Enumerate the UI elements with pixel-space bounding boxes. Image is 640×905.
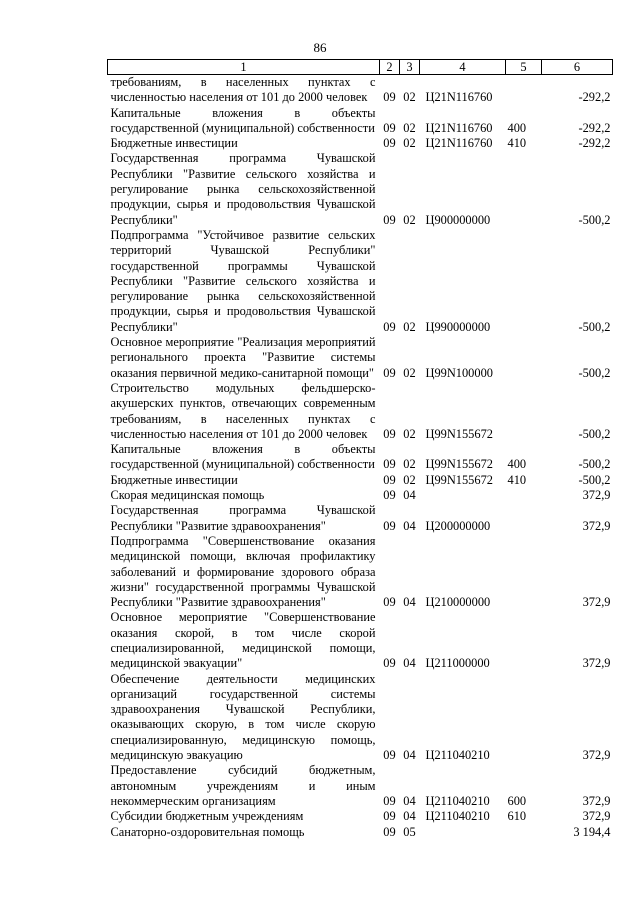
row-description: Скорая медицинская помощь [110,488,265,503]
row-expense-type: 410 [507,136,527,151]
row-amount: 372,9 [582,488,611,503]
row-subsection: 02 [403,136,416,151]
table-row [108,825,613,840]
row-section: 09 [383,319,396,334]
row-subsection: 04 [403,595,416,610]
row-subsection: 04 [403,748,416,763]
row-section: 09 [383,809,396,824]
row-expense-type [506,381,542,442]
row-amount: -292,2 [578,90,611,105]
row-expense-type [506,488,542,503]
row-description: Бюджетные инвестиции [110,136,238,151]
row-section: 09 [383,824,396,839]
row-subsection: 04 [403,656,416,671]
row-expense-type: 400 [507,457,527,472]
table-row [108,335,613,381]
row-subsection: 04 [403,809,416,824]
row-description: Основное мероприятие "Реализация мероприятий регионального проекта "Развитие системы оказания первичной медико-санитарной помощи" [110,335,376,380]
row-section: 09 [383,595,396,610]
table-row [108,534,613,610]
row-target-item: Ц200000000 [425,518,491,533]
column-header-subsection: 3 [400,60,420,75]
row-expense-type [506,335,542,381]
row-target-item: Ц99N155672 [425,426,493,441]
row-amount: 372,9 [582,595,611,610]
row-amount: -500,2 [578,457,611,472]
row-subsection: 04 [403,488,416,503]
row-subsection: 02 [403,426,416,441]
column-header-amount: 6 [542,60,613,75]
table-row [108,503,613,534]
row-expense-type [506,151,542,227]
row-description: Предоставление субсидий бюджетным, автономным учреждениям и иным некоммерческим организациям [110,763,376,808]
row-amount: 372,9 [582,518,611,533]
row-expense-type [506,825,542,840]
row-section: 09 [383,518,396,533]
row-target-item: Ц211040210 [425,793,490,808]
row-target-item: Ц211040210 [425,748,490,763]
row-description: Капитальные вложения в объекты государственной (муниципальной) собственности [110,442,376,472]
budget-table [107,59,613,840]
row-subsection: 02 [403,457,416,472]
column-header-section: 2 [380,60,400,75]
row-subsection: 02 [403,319,416,334]
row-expense-type: 600 [507,793,527,808]
row-target-item: Ц99N100000 [425,365,493,380]
row-expense-type [506,503,542,534]
table-row [108,473,613,488]
column-header-description: 1 [108,60,380,75]
column-header-target-item: 4 [420,60,506,75]
row-description: Строительство модульных фельдшерско-акушерских пунктов, отвечающих современным требованиям, в населенных пунктах с численностью населения от 101 до 2000 человек [110,380,376,441]
row-expense-type: 410 [507,472,527,487]
row-target-item: Ц99N155672 [425,457,493,472]
table-row [108,809,613,824]
row-section: 09 [383,472,396,487]
row-expense-type [506,75,542,106]
row-amount: -292,2 [578,120,611,135]
row-section: 09 [383,136,396,151]
table-row [108,228,613,335]
row-subsection: 02 [403,212,416,227]
table-row [108,610,613,671]
row-amount: -500,2 [578,319,611,334]
row-subsection: 02 [403,120,416,135]
table-row [108,136,613,151]
row-amount: 3 194,4 [573,824,611,839]
row-amount: 372,9 [582,656,611,671]
row-expense-type: 400 [507,120,527,135]
row-target-item [420,488,506,503]
row-section: 09 [383,426,396,441]
row-section: 09 [383,365,396,380]
row-amount: 372,9 [582,793,611,808]
row-description: Государственная программа Чувашской Республики "Развитие здравоохранения" [110,503,376,533]
table-row [108,763,613,809]
row-section: 09 [383,488,396,503]
row-subsection: 02 [403,472,416,487]
row-target-item: Ц990000000 [425,319,491,334]
row-amount: -292,2 [578,136,611,151]
row-description: Санаторно-оздоровительная помощь [110,824,305,839]
row-section: 09 [383,656,396,671]
table-row [108,75,613,106]
row-target-item: Ц211040210 [425,809,490,824]
row-target-item [420,825,506,840]
row-target-item: Ц210000000 [425,595,491,610]
row-section: 09 [383,748,396,763]
row-amount: -500,2 [578,426,611,441]
row-target-item: Ц21N116760 [425,90,493,105]
row-description: Подпрограмма "Совершенствование оказания медицинской помощи, включая профилактику заболеваний и формирование здорового образа жизни" государственной программы Чувашской Республики "Развитие здравоохранения" [110,533,376,610]
row-section: 09 [383,120,396,135]
row-subsection: 04 [403,518,416,533]
row-description: Бюджетные инвестиции [110,472,238,487]
row-amount: -500,2 [578,365,611,380]
table-row [108,442,613,473]
row-expense-type [506,534,542,610]
row-amount: 372,9 [582,748,611,763]
row-amount: -500,2 [578,212,611,227]
row-description: Государственная программа Чувашской Республики "Развитие сельского хозяйства и регулирование рынка сельскохозяйственной продукции, сырья и продовольствия Чувашской Республики" [110,151,376,227]
row-section: 09 [383,793,396,808]
row-expense-type [506,610,542,671]
row-description: Капитальные вложения в объекты государственной (муниципальной) собственности [110,105,376,135]
row-expense-type [506,672,542,764]
table-row [108,672,613,764]
row-description: Подпрограмма "Устойчивое развитие сельских территорий Чувашской Республики" государственной программы Чувашской Республики "Развитие сельского хозяйства и регулирование рынка сельскохозяйственной продукции, сырья и продовольствия Чувашской Республики" [110,227,376,334]
row-expense-type: 610 [507,809,527,824]
row-section: 09 [383,212,396,227]
row-subsection: 02 [403,365,416,380]
row-target-item: Ц99N155672 [425,472,493,487]
row-subsection: 05 [403,824,416,839]
table-row [108,488,613,503]
row-section: 09 [383,457,396,472]
row-description: Субсидии бюджетным учреждениям [110,809,304,824]
column-header-expense-type: 5 [506,60,542,75]
row-subsection: 02 [403,90,416,105]
row-target-item: Ц21N116760 [425,120,493,135]
row-amount: 372,9 [582,809,611,824]
table-row [108,106,613,137]
row-expense-type [506,228,542,335]
page-number: 86 [313,40,327,55]
row-target-item: Ц211000000 [425,656,490,671]
row-target-item: Ц900000000 [425,212,491,227]
row-description: Основное мероприятие "Совершенствование оказания скорой, в том числе скорой специализированной, медицинской помощи, медицинской эвакуации" [110,610,376,671]
row-subsection: 04 [403,793,416,808]
row-section: 09 [383,90,396,105]
row-description: Обеспечение деятельности медицинских организаций государственной системы здравоохранения Чувашской Республики, оказывающих скорую, в том числе скорую специализированную, медицинскую помощь, медицинскую эвакуацию [110,671,376,763]
row-amount: -500,2 [578,472,611,487]
row-target-item: Ц21N116760 [425,136,493,151]
table-row [108,381,613,442]
table-header-row [108,60,613,75]
row-description: требованиям, в населенных пунктах с численностью населения от 101 до 2000 человек [110,75,376,105]
table-row [108,151,613,227]
